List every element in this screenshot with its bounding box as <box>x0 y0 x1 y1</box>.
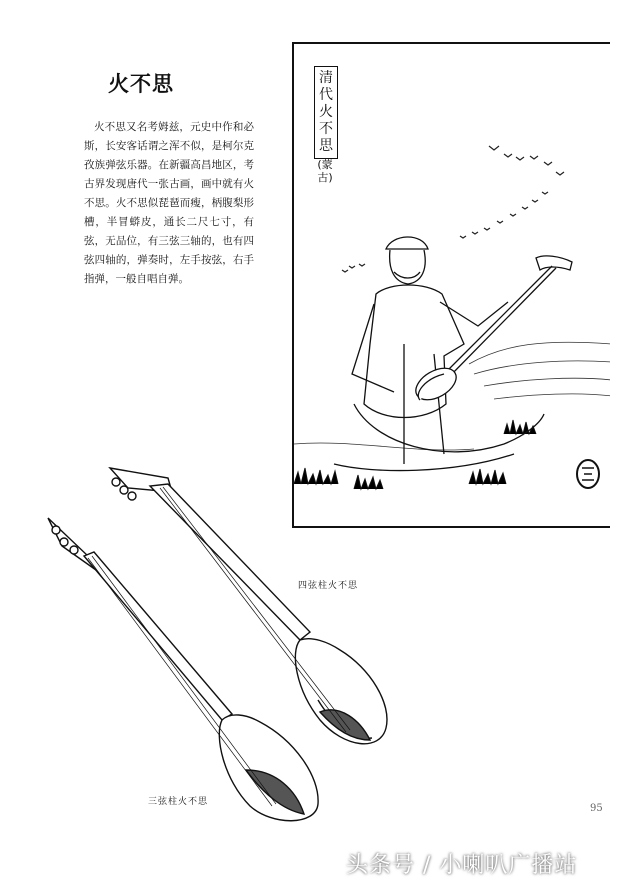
illustration-vertical-title: 清代火不思 <box>314 66 338 159</box>
page-title: 火不思 <box>108 72 174 96</box>
four-string-instrument-drawing <box>110 468 387 744</box>
three-string-instrument-drawing <box>48 518 318 821</box>
illustration-vertical-subtitle: (蒙古) <box>317 158 333 184</box>
watermark: 头条号 / 小喇叭广播站 <box>346 853 578 878</box>
caption-three-string: 三弦柱火不思 <box>148 797 209 807</box>
caption-four-string: 四弦柱火不思 <box>298 581 359 591</box>
page-number: 95 <box>590 803 603 814</box>
body-paragraph: 火不思又名考姆兹，元史中作和必斯，长安客话谓之浑不似，是柯尔克孜族弹弦乐器。在新疆高昌地区，考古界发现唐代一张古画，画中就有火不思。火不思似琵琶而瘦，柄腹梨形槽，半冒蟒皮，通长二尺七寸，有弦，无品位，有三弦三轴的，也有四弦四轴的，弹奏时，左手按弦，右手指弹，一般自唱自弹。 <box>84 121 254 285</box>
